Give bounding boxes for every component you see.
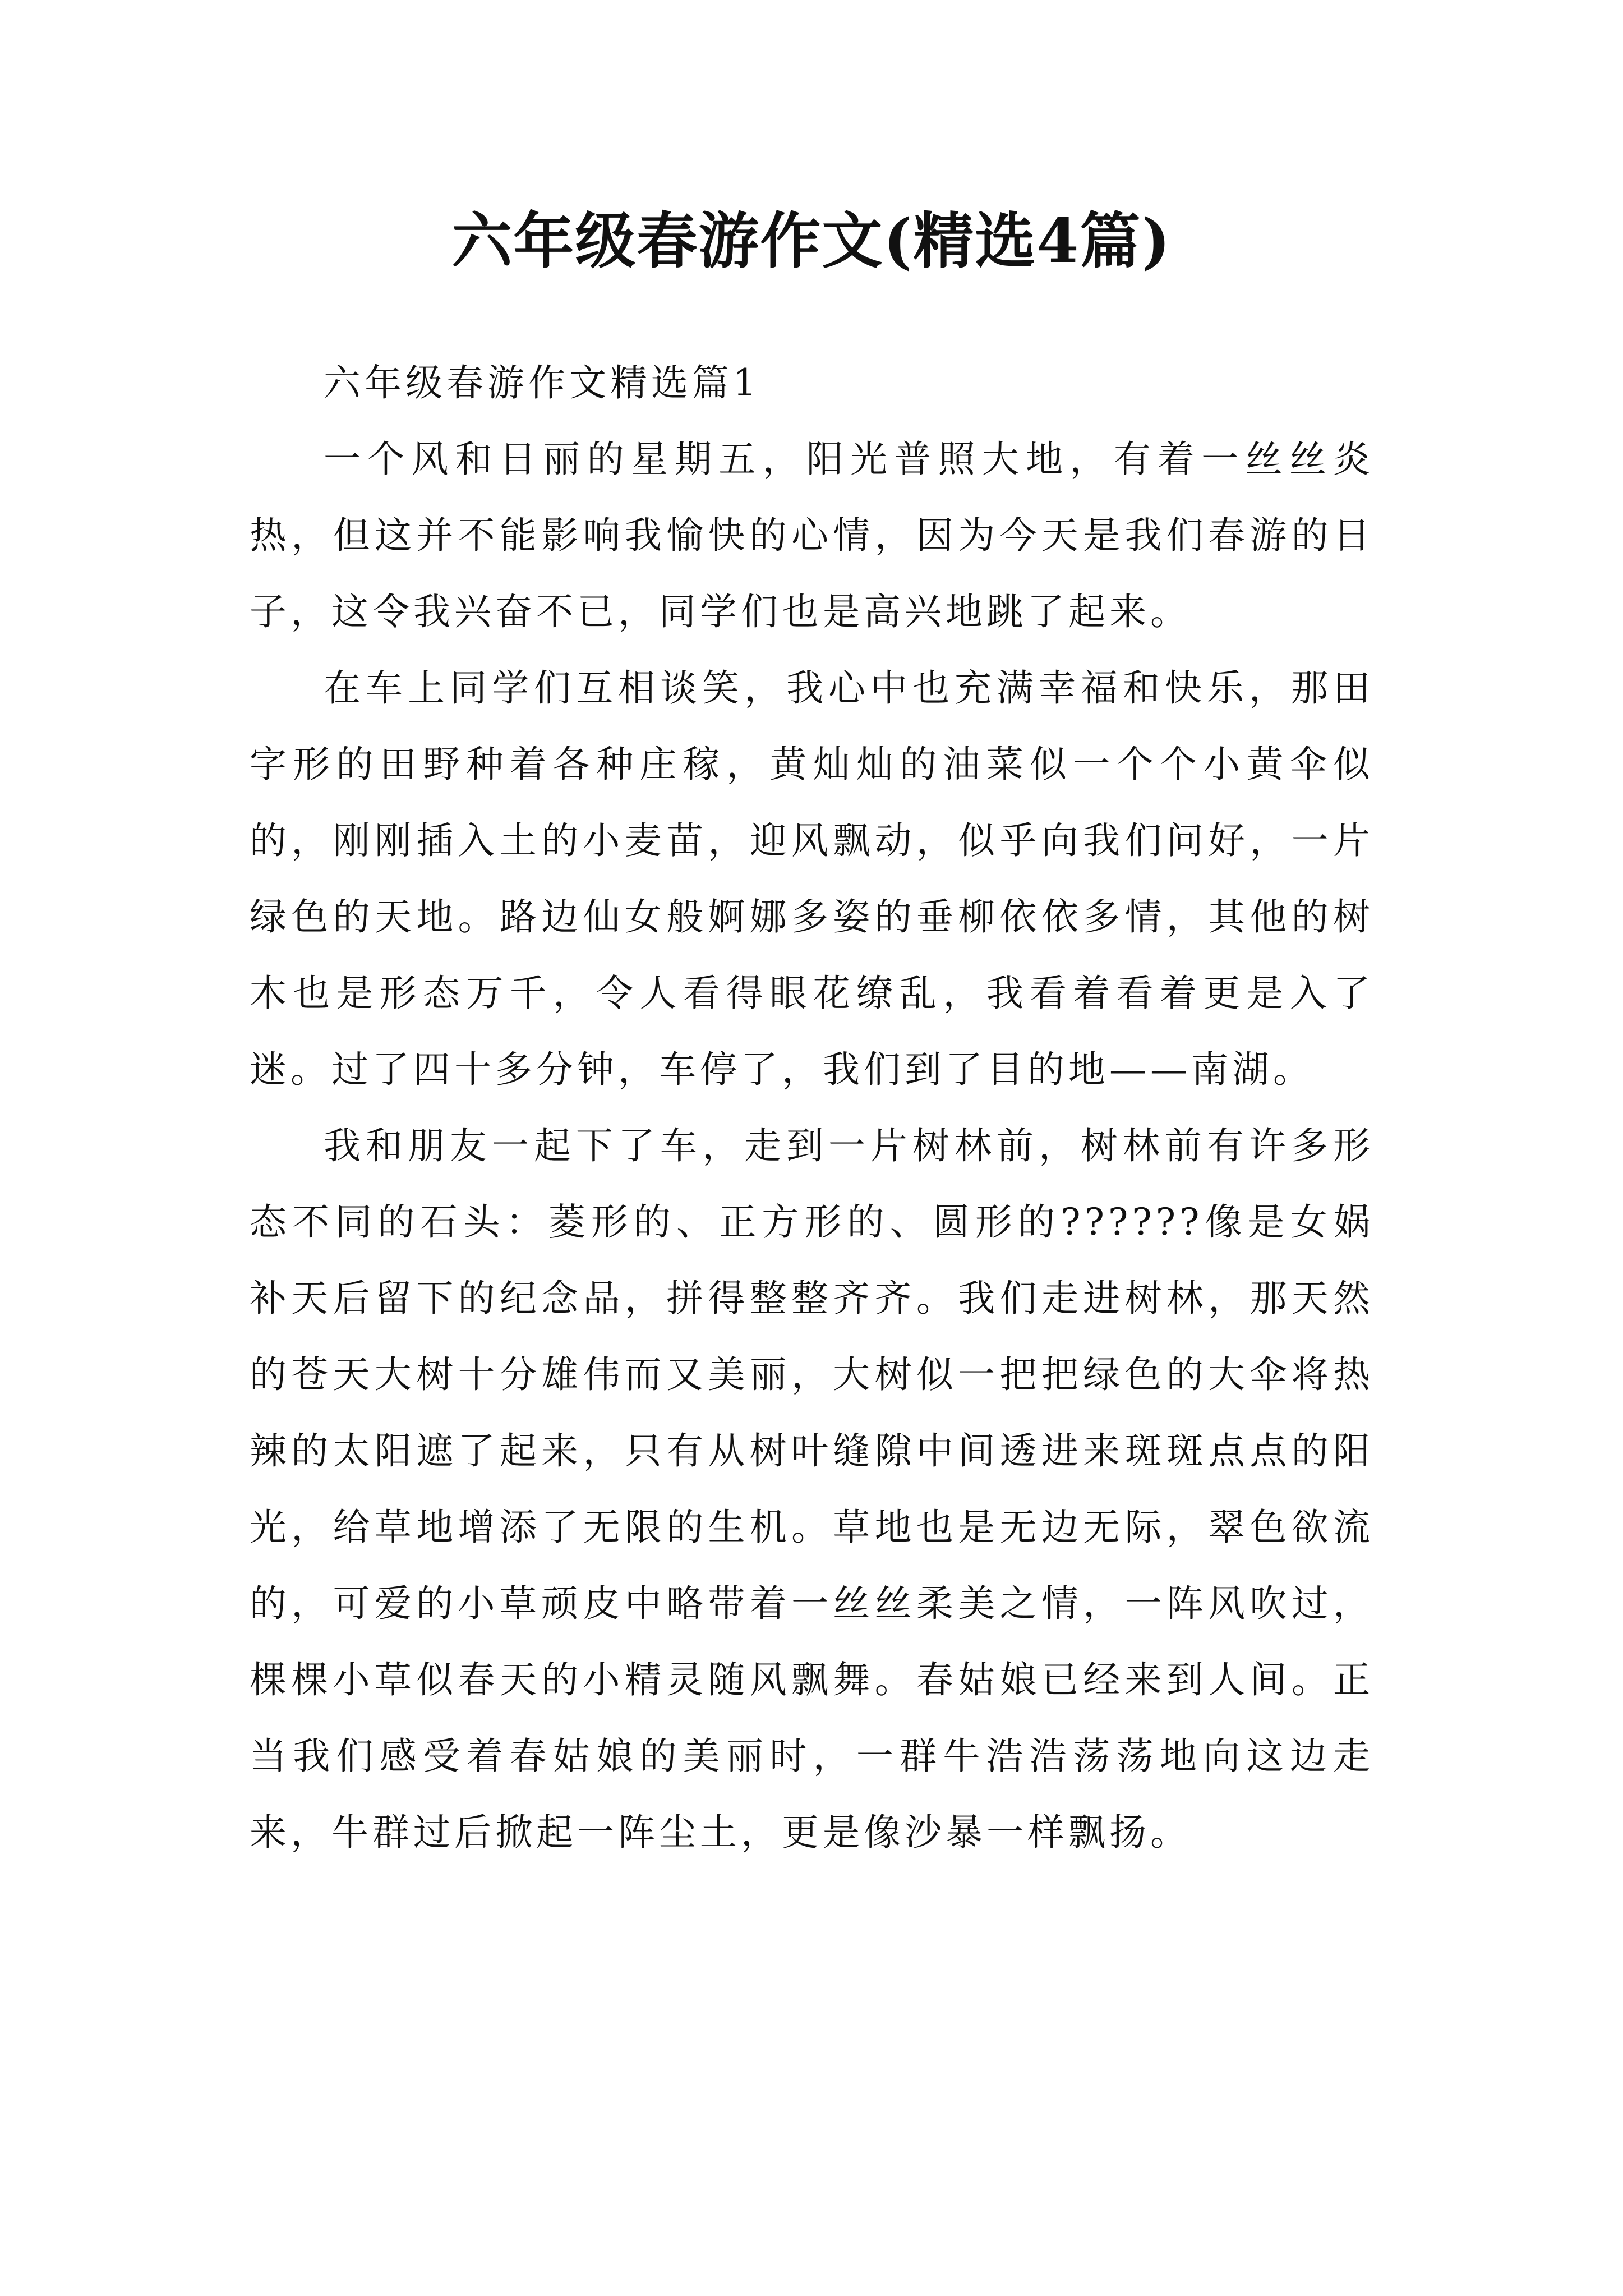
section-heading: 六年级春游作文精选篇1 xyxy=(324,361,760,404)
paragraph: 一个风和日丽的星期五，阳光普照大地，有着一丝丝炎热，但这并不能影响我愉快的心情，因为今天是我们春游的日子，这令我兴奋不已，同学们也是高兴地跳了起来。 xyxy=(250,438,1374,633)
paragraph: 我和朋友一起下了车，走到一片树林前，树林前有许多形态不同的石头：菱形的、正方形的、圆形的??????像是女娲补天后留下的纪念品，拼得整整齐齐。我们走进树林，那天然的苍天大树十分雄伟而又美丽，大树似一把把绿色的大伞将热辣的太阳遮了起来，只有从树叶缝隙中间透进来斑斑点点的阳光，给草地增添了无限的生机。草地也是无边无际，翠色欲流的，可爱的小草顽皮中略带着一丝丝柔美之情，一阵风吹过，棵棵小草似春天的小精灵随风飘舞。春姑娘已经来到人间。正当我们感受着春姑娘的美丽时，一群牛浩浩荡荡地向这边走来，牛群过后掀起一阵尘土，更是像沙暴一样飘扬。 xyxy=(250,1124,1374,1854)
document-body xyxy=(250,345,1374,1871)
document-title: 六年级春游作文(精选4篇) xyxy=(451,206,1172,277)
paragraph: 在车上同学们互相谈笑，我心中也充满幸福和快乐，那田字形的田野种着各种庄稼，黄灿灿的油菜似一个个小黄伞似的，刚刚插入土的小麦苗，迎风飘动，似乎向我们问好，一片绿色的天地。路边仙女般婀娜多姿的垂柳依依多情，其他的树木也是形态万千，令人看得眼花缭乱，我看着看着更是入了迷。过了四十多分钟，车停了，我们到了目的地——南湖。 xyxy=(250,666,1374,1091)
